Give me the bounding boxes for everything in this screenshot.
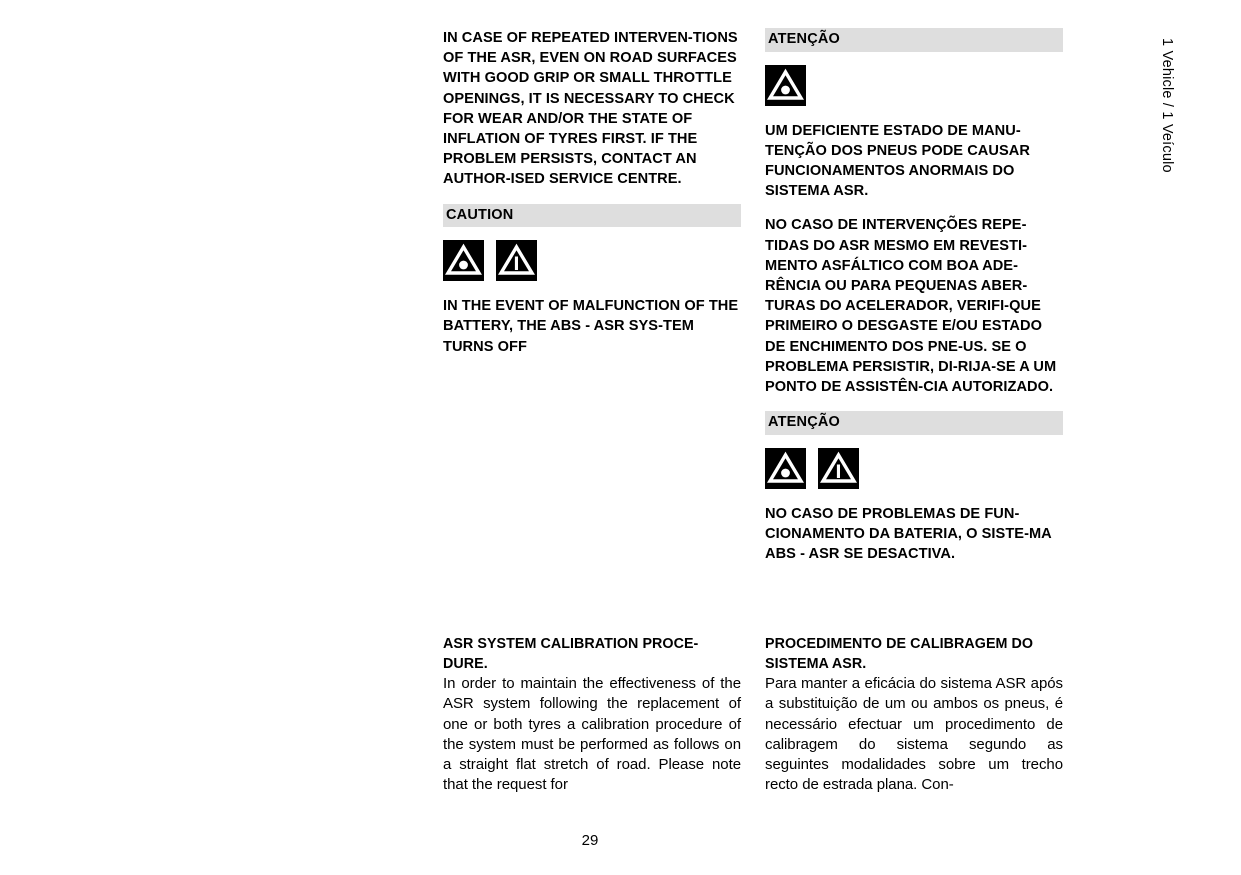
caution-warning-text: IN THE EVENT OF MALFUNCTION OF THE BATTERY, THE ABS - ASR SYS-TEM TURNS OFF xyxy=(443,298,739,355)
left-calibration-block xyxy=(443,634,741,796)
running-head-vertical: 1 Vehicle / 1 Veículo xyxy=(1159,38,1175,173)
right-calibration-block xyxy=(765,634,1063,796)
atencao-warning-text-2: NO CASO DE INTERVENÇÕES REPE-TIDAS DO ASR MESMO EM REVESTI-MENTO ASFÁLTICO COM BOA ADE-RÊNCIA OU PARA PEQUENAS ABER-TURAS DO ACELERADOR, VERIFI-QUE PRIMEIRO O DESGASTE E/OU ESTADO DE ENCHIMENTO DOS PNE-US. SE O PROBLEMA PERSISTIR, DI-RIJA-SE A UM PONTO DE ASSISTÊN-CIA AUTORIZADO. xyxy=(765,217,1057,395)
warning-triangle-exclamation-icon xyxy=(818,448,859,489)
right-calibration-heading: PROCEDIMENTO DE CALIBRAGEM DO SISTEMA ASR. xyxy=(765,636,1034,672)
atencao-band-1: ATENÇÃO xyxy=(765,28,1063,52)
atencao-band-2: ATENÇÃO xyxy=(765,411,1063,435)
atencao-warning-text-1: UM DEFICIENTE ESTADO DE MANU-TENÇÃO DOS PNEUS PODE CAUSAR FUNCIONAMENTOS ANORMAIS DO SISTEMA ASR. xyxy=(765,122,1030,200)
warning-triangle-circle-icon xyxy=(765,65,806,106)
right-column xyxy=(765,28,1063,564)
caution-band: CAUTION xyxy=(443,204,741,228)
page-number: 29 xyxy=(581,832,599,849)
left-calibration-heading: ASR SYSTEM CALIBRATION PROCE-DURE. xyxy=(443,636,699,672)
atencao-2-icon-row xyxy=(765,448,1063,489)
atencao-warning-text-3: NO CASO DE PROBLEMAS DE FUN-CIONAMENTO DA BATERIA, O SISTE-MA ABS - ASR SE DESACTIVA. xyxy=(765,505,1052,563)
warning-triangle-circle-icon xyxy=(443,240,484,281)
atencao-1-icon-row xyxy=(765,65,1063,106)
right-calibration-body: Para manter a eficácia do sistema ASR após a substituição de um ou ambos os pneus, é necessário efectuar um procedimento de calibragem do sistema segundo as seguintes modalidades sobre um trecho recto de estrada plana. Con- xyxy=(765,675,1063,794)
warning-triangle-exclamation-icon xyxy=(496,240,537,281)
left-column xyxy=(443,28,741,357)
caution-icon-row xyxy=(443,240,741,281)
warning-triangle-circle-icon xyxy=(765,448,806,489)
left-intro-warning-text: IN CASE OF REPEATED INTERVEN-TIONS OF THE ASR, EVEN ON ROAD SURFACES WITH GOOD GRIP OR SMALL THROTTLE OPENINGS, IT IS NECESSARY TO CHECK FOR WEAR AND/OR THE STATE OF INFLATION OF TYRES FIRST. IF THE PROBLEM PERSISTS, CONTACT AN AUTHOR-ISED SERVICE CENTRE. xyxy=(443,30,738,188)
left-calibration-body: In order to maintain the effectiveness of the ASR system following the replacement of one or both tyres a calibration procedure of the system must be performed as follows on a straight flat stretch of road. Please note that the request for xyxy=(443,675,741,794)
